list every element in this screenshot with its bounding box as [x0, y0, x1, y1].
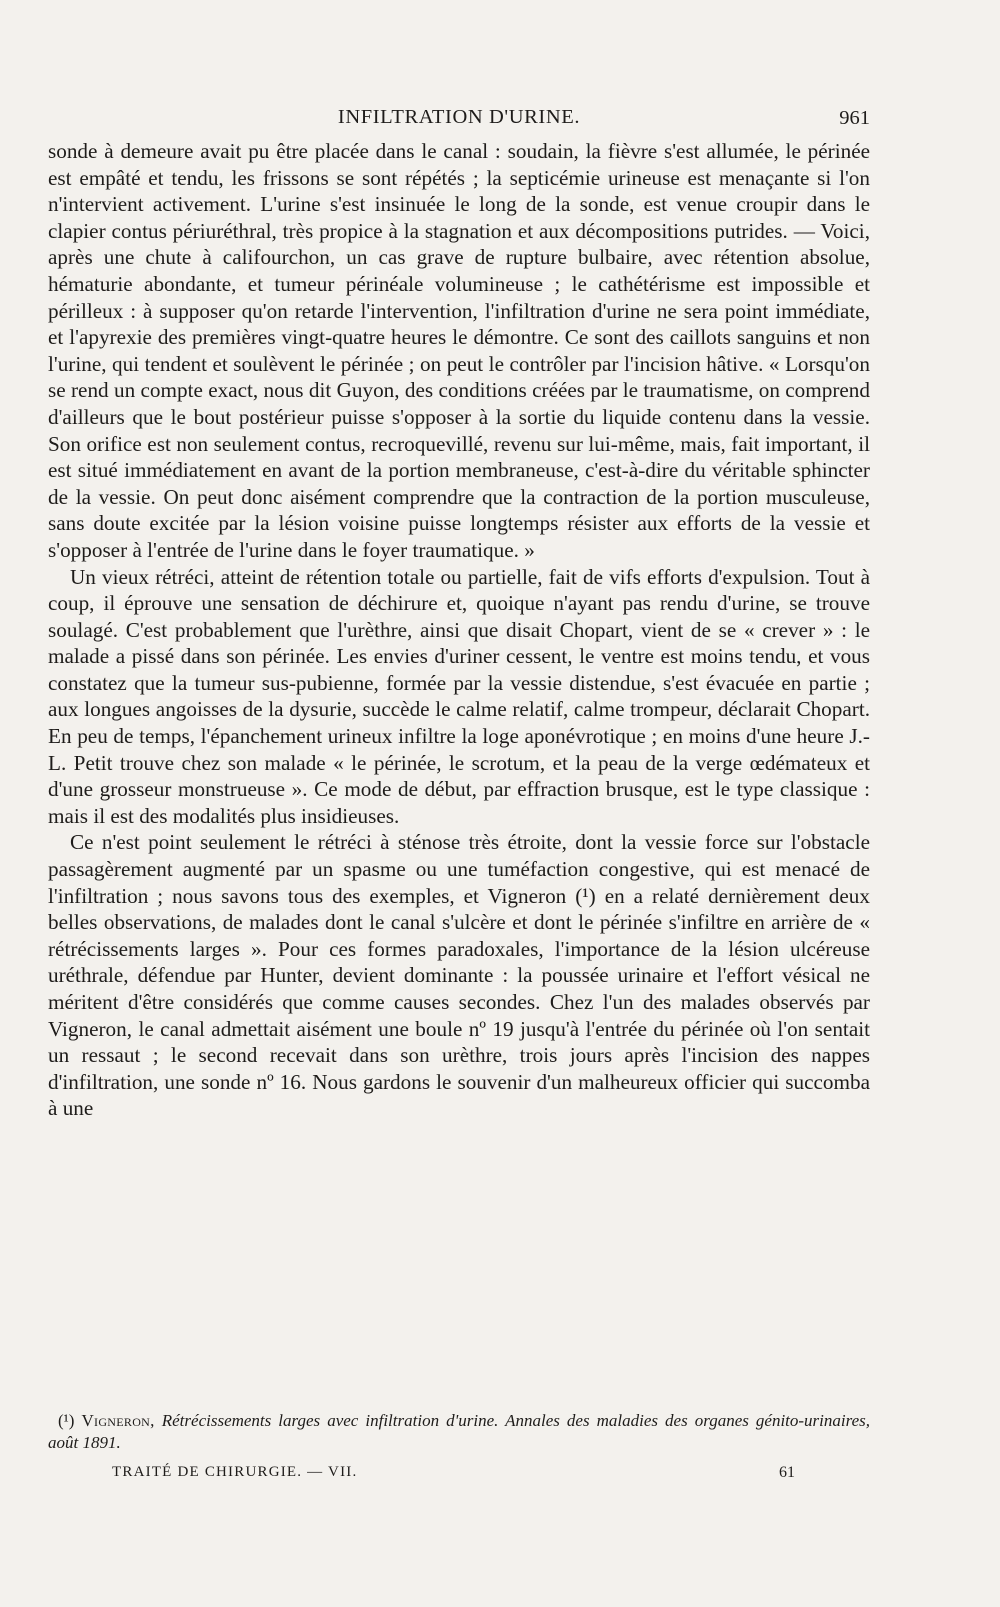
running-title: INFILTRATION D'URINE.: [337, 106, 581, 128]
page-number: 961: [839, 107, 870, 129]
running-head: [48, 106, 870, 136]
paragraph: Un vieux rétréci, atteint de rétention totale ou partielle, fait de vifs efforts d'expulsion. Tout à coup, il éprouve une sensation de déchirure et, quoique n'ayant pas rendu d'urine, se trouve soulagé. C'est probablement que l'urèthre, ainsi que disait Chopart, vient de se « crever » : le malade a pissé dans son périnée. Les envies d'uriner cessent, le ventre est moins tendu, et vous constatez que la tumeur sus-pubienne, formée par la vessie distendue, s'est évacuée en partie ; aux longues angoisses de la dysurie, succède le calme relatif, calme trompeur, déclarait Chopart. En peu de temps, l'épanchement urineux infiltre la loge aponévrotique ; en moins d'une heure J.-L. Petit trouve chez son malade « le périnée, le scrotum, et la peau de la verge œdémateux et d'une grosseur monstrueuse ». Ce mode de début, par effraction brusque, est le type classique : mais il est des modalités plus insidieuses.: [48, 564, 870, 828]
page-footer: [112, 1464, 795, 1488]
footnote-text: Rétrécissements larges avec infiltration d'urine. Annales des maladies des organes génito-urinaires, août 1891.: [48, 1411, 871, 1452]
sheet-number: 61: [779, 1464, 795, 1481]
footnote-author: Vigneron,: [81, 1411, 155, 1430]
footnote-entry: [48, 1410, 870, 1454]
footnote: [48, 1410, 870, 1454]
footer-signature: TRAITÉ DE CHIRURGIE. — VII.: [112, 1464, 358, 1480]
paragraph: Ce n'est point seulement le rétréci à sténose très étroite, dont la vessie force sur l'obstacle passagèrement augmenté par un spasme ou une tuméfaction congestive, qui est menacé de l'infiltration ; nous savons tous des exemples, et Vigneron (¹) en a relaté dernièrement deux belles observations, de malades dont le canal s'ulcère et dont le périnée s'infiltre en arrière de « rétrécissements larges ». Pour ces formes paradoxales, l'importance de la lésion ulcéreuse uréthrale, défendue par Hunter, devient dominante : la poussée urinaire et l'effort vésical ne méritent d'être considérés que comme causes secondes. Chez l'un des malades observés par Vigneron, le canal admettait aisément une boule nº 19 jusqu'à l'entrée du périnée où l'on sentait un ressaut ; le second recevait dans son urèthre, trois jours après l'incision des nappes d'infiltration, une sonde nº 16. Nous gardons le souvenir d'un malheureux officier qui succomba à une: [48, 830, 870, 1121]
footnote-marker: (¹): [58, 1411, 75, 1430]
paragraph-continued: sonde à demeure avait pu être placée dans le canal : soudain, la fièvre s'est allumée, le périnée est empâté et tendu, les frissons se sont répétés ; la septicémie urineuse est menaçante si l'on n'intervient activement. L'urine s'est insinuée le long de la sonde, est venue croupir dans le clapier contus périuréthral, très propice à la stagnation et aux décompositions putrides. — Voici, après une chute à califourchon, un cas grave de rupture bulbaire, avec rétention absolue, hématurie abondante, et tumeur périnéale volumineuse ; le cathétérisme est impossible et périlleux : à supposer qu'on retarde l'intervention, l'infiltration d'urine ne sera point immédiate, et l'apyrexie des premières vingt-quatre heures le démontre. Ce sont des caillots sanguins et non l'urine, qui tendent et soulèvent le périnée ; on peut le contrôler par l'incision hâtive. « Lorsqu'on se rend un compte exact, nous dit Guyon, des conditions créées par le traumatisme, on comprend d'ailleurs que le bout postérieur puisse s'opposer à la sortie du liquide contenu dans la vessie. Son orifice est non seulement contus, recroquevillé, revenu sur lui-même, mais, fait important, il est situé immédiatement en avant de la portion membraneuse, c'est-à-dire du véritable sphincter de la vessie. On peut donc aisément comprendre que la contraction de la portion musculeuse, sans doute excitée par la lésion voisine puisse longtemps résister aux efforts de la vessie et s'opposer à l'entrée de l'urine dans le foyer traumatique. »: [48, 139, 870, 562]
body-text: [48, 138, 870, 1122]
